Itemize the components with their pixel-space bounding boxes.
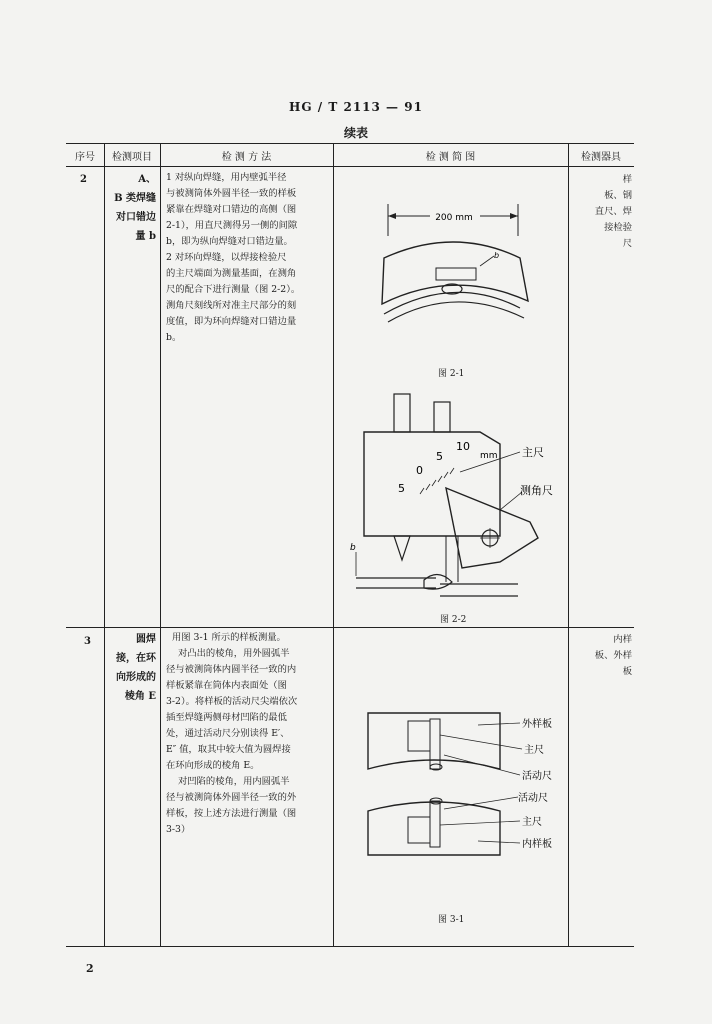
check-item: A、 B 类焊缝 对口错边 量 b — [114, 174, 156, 242]
dimension-label: 200 mm — [435, 213, 473, 223]
table-bottom-border — [66, 946, 634, 947]
table-top-border — [66, 143, 634, 144]
figure-3-1 — [360, 705, 570, 865]
standard-number: HG / T 2113 — 91 — [289, 100, 423, 114]
row-number: 2 — [80, 174, 87, 185]
continuation-title: 续表 — [343, 126, 368, 140]
tools-text: 内样 板、外样 板 — [594, 634, 632, 677]
figure-2-1 — [370, 196, 530, 326]
col-divider-1 — [104, 143, 105, 946]
label-main-ruler: 主尺 — [524, 745, 544, 756]
label-movable-ruler: 活动尺 — [522, 771, 552, 782]
method-text: 用图 3-1 所示的样板测量。 对凸出的棱角，用外圆弧半 径与被测筒体内圆半径一致的内 样板紧靠在筒体内表面处（图 3-2）。将样板的活动尺尖端依次 插至焊缝两侧母材凹陷的最低 处，通过活动尺分别读得 E′、 E″ 值，取其中较大值为圆焊接 在环向形成的棱角 E。 对凹陷的棱角，用内圆弧半 径与被测筒体外圆半径一致的外 样板，按上述方法进行测量（图 3-3） — [166, 632, 298, 835]
label-movable-ruler: 活动尺 — [518, 793, 548, 804]
gap-label: b — [494, 251, 500, 260]
col-header-method: 检 测 方 法 — [221, 152, 272, 163]
scale-5: 5 — [398, 482, 405, 495]
figure-caption: 图 2-2 — [440, 615, 467, 625]
check-item: 圆焊 接，在环 向形成的 棱角 E — [116, 634, 156, 702]
row-divider — [66, 627, 634, 628]
col-divider-3 — [333, 143, 334, 946]
tools-text: 样 板、钢 直尺、焊 接检验 尺 — [594, 174, 632, 249]
table-header-border — [66, 166, 634, 167]
b-label: b — [350, 543, 356, 553]
scale-5b: 5 — [436, 450, 443, 463]
method-text: 1 对纵向焊缝，用内壁弧半径 与被测筒体外圆半径一致的样板 紧靠在焊缝对口错边的高侧（图 2-1），用直尺测得另一侧的间隙 b，即为纵向焊缝对口错边量。 2 对环向焊缝，以焊接检验尺 的主尺端面为测量基面，在测角 尺的配合下进行测量（图 2-2）。 测角尺刻线所对准主尺部分的刻 度值，即为环向焊缝对口错边量 b。 — [166, 172, 301, 343]
row-number: 3 — [84, 636, 91, 647]
col-header-tools: 检测器具 — [581, 152, 621, 163]
scale-unit: mm — [480, 451, 498, 461]
label-outer-template: 外样板 — [522, 719, 552, 730]
label-main-ruler: 主尺 — [522, 817, 542, 828]
figure-caption: 图 2-1 — [438, 369, 465, 379]
scale-10: 10 — [456, 440, 470, 453]
main-ruler-label: 主尺 — [522, 446, 544, 459]
col-header-item: 检测项目 — [112, 152, 152, 163]
col-divider-2 — [160, 143, 161, 946]
angle-ruler-label: 测角尺 — [520, 484, 553, 497]
figure-caption: 图 3-1 — [438, 915, 465, 925]
page-number: 2 — [86, 962, 94, 975]
scale-0: 0 — [416, 464, 423, 477]
label-inner-template: 内样板 — [522, 839, 552, 850]
col-header-no: 序号 — [75, 152, 95, 163]
col-header-diagram: 检 测 简 图 — [425, 152, 476, 163]
figure-2-2 — [350, 392, 566, 606]
